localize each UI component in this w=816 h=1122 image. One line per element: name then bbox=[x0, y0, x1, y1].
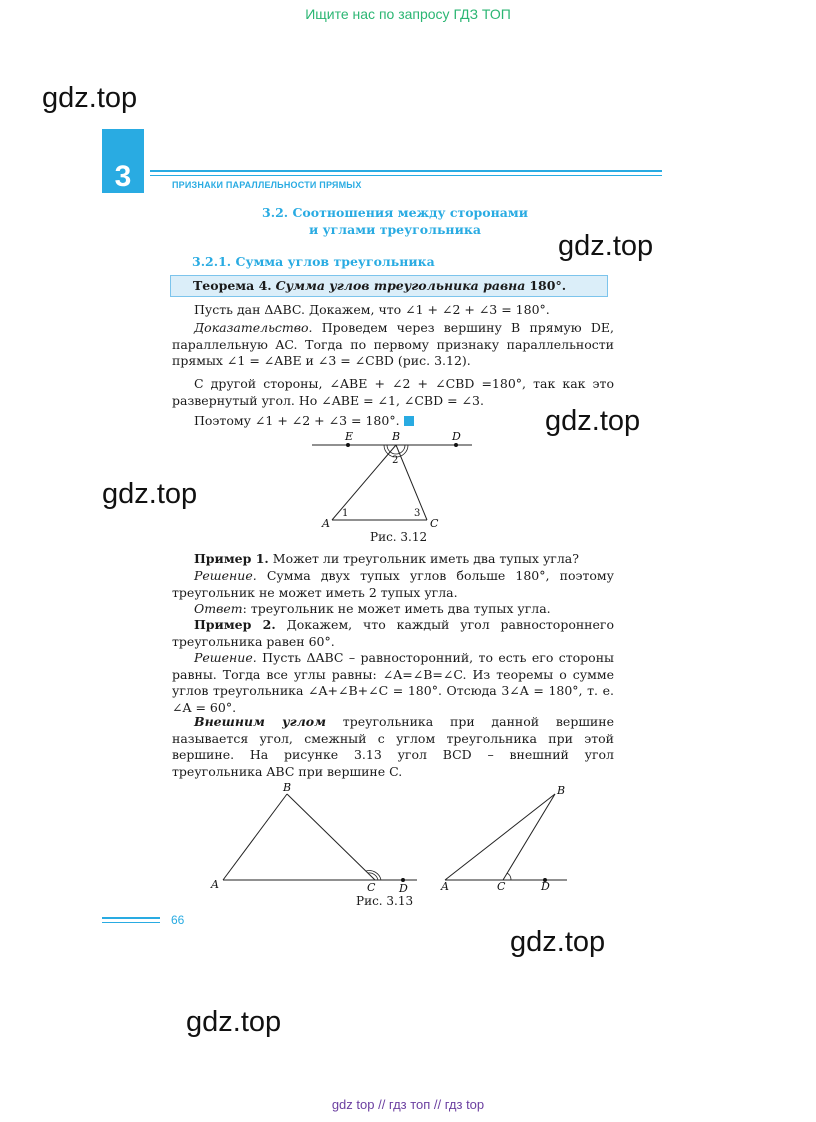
label-b: B bbox=[392, 430, 401, 443]
label-a: A bbox=[211, 878, 219, 891]
watermark: gdz.top bbox=[102, 478, 198, 510]
paragraph: Поэтому ∠1 + ∠2 + ∠3 = 180°. bbox=[172, 413, 614, 430]
watermark: gdz.top bbox=[545, 405, 641, 437]
end-of-proof-icon bbox=[404, 416, 414, 426]
label-e: E bbox=[345, 430, 354, 443]
page-number: 66 bbox=[171, 913, 185, 927]
chapter-title: ПРИЗНАКИ ПАРАЛЛЕЛЬНОСТИ ПРЯМЫХ bbox=[172, 180, 362, 190]
paragraph: Пример 2. Докажем, что каждый угол равностороннего треугольника равен 60°. bbox=[172, 617, 614, 649]
figure-3-13-right bbox=[435, 778, 575, 896]
paragraph: Решение. Сумма двух тупых углов больше 180°, поэтому треугольник не может иметь 2 тупых угла. bbox=[172, 568, 614, 600]
watermark: gdz.top bbox=[42, 82, 138, 114]
label-a: A bbox=[441, 880, 449, 893]
paragraph: Ответ: треугольник не может иметь два тупых угла. bbox=[194, 601, 551, 616]
watermark: gdz.top bbox=[186, 1006, 282, 1038]
watermark: gdz.top bbox=[558, 230, 654, 262]
figure-caption: Рис. 3.13 bbox=[356, 894, 414, 908]
label-angle-1: 1 bbox=[342, 508, 349, 519]
label-d: D bbox=[541, 880, 550, 893]
label-c: C bbox=[367, 881, 376, 894]
header-rule bbox=[150, 170, 662, 172]
top-banner: Ищите нас по запросу ГДЗ ТОП bbox=[305, 6, 511, 22]
label-a: A bbox=[322, 517, 330, 530]
chapter-number: 3 bbox=[114, 160, 132, 193]
watermark: gdz.top bbox=[510, 926, 606, 958]
subsection-title: 3.2.1. Сумма углов треугольника bbox=[192, 254, 435, 269]
label-b: B bbox=[557, 784, 566, 797]
figure-3-12 bbox=[300, 428, 490, 530]
label-c: C bbox=[430, 517, 439, 530]
paragraph: С другой стороны, ∠ABE + ∠2 + ∠CBD =180°, так как это развернутый угол. Но ∠ABE = ∠1, ∠CBD = ∠3. bbox=[172, 376, 614, 408]
label-d: D bbox=[452, 430, 461, 443]
side-ab bbox=[223, 794, 287, 880]
point-e bbox=[346, 443, 350, 447]
paragraph: Пример 1. Может ли треугольник иметь два тупых угла? bbox=[194, 551, 579, 566]
header-rule bbox=[150, 175, 662, 176]
point-d bbox=[454, 443, 458, 447]
footer-rule bbox=[102, 917, 160, 919]
paragraph: Решение. Пусть ΔABC – равносторонний, то есть его стороны равны. Тогда все углы равны: ∠A=∠B=∠C. Из теоремы о сумме углов треугольника ∠A+∠B+∠C = 180°. Отсюда 3∠A = 180°, т. е. ∠A = 60°. bbox=[172, 650, 614, 715]
label-angle-3: 3 bbox=[414, 508, 421, 519]
side-bc bbox=[287, 794, 375, 880]
label-d: D bbox=[399, 882, 408, 895]
paragraph: Внешним углом треугольника при данной вершине называется угол, смежный с углом треугольника при этой вершине. На рисунке 3.13 угол BCD – внешний угол треугольника ABC при вершине C. bbox=[172, 714, 614, 779]
theorem-box: Теорема 4. Сумма углов треугольника равна 180°. bbox=[170, 275, 608, 297]
figure-3-13-left bbox=[205, 778, 425, 896]
label-c: C bbox=[497, 880, 506, 893]
paragraph: Пусть дан ΔABC. Докажем, что ∠1 + ∠2 + ∠3 = 180°. bbox=[194, 302, 550, 317]
section-title: 3.2. Соотношения между сторонами и углами треугольника bbox=[262, 205, 528, 237]
label-b: B bbox=[283, 781, 292, 794]
figure-caption: Рис. 3.12 bbox=[370, 530, 428, 544]
footer-links[interactable]: gdz top // гдз топ // гдз top bbox=[331, 1097, 485, 1112]
side-bc bbox=[503, 794, 555, 880]
exterior-angle-arc bbox=[507, 873, 511, 880]
footer-rule bbox=[102, 922, 160, 923]
side-ab bbox=[445, 794, 555, 880]
label-angle-2: 2 bbox=[392, 455, 399, 466]
paragraph: Доказательство. Проведем через вершину B прямую DE, параллельную AC. Тогда по первому признаку параллельности прямых ∠1 = ∠ABE и ∠3 = ∠CBD (рис. 3.12). bbox=[172, 320, 614, 368]
